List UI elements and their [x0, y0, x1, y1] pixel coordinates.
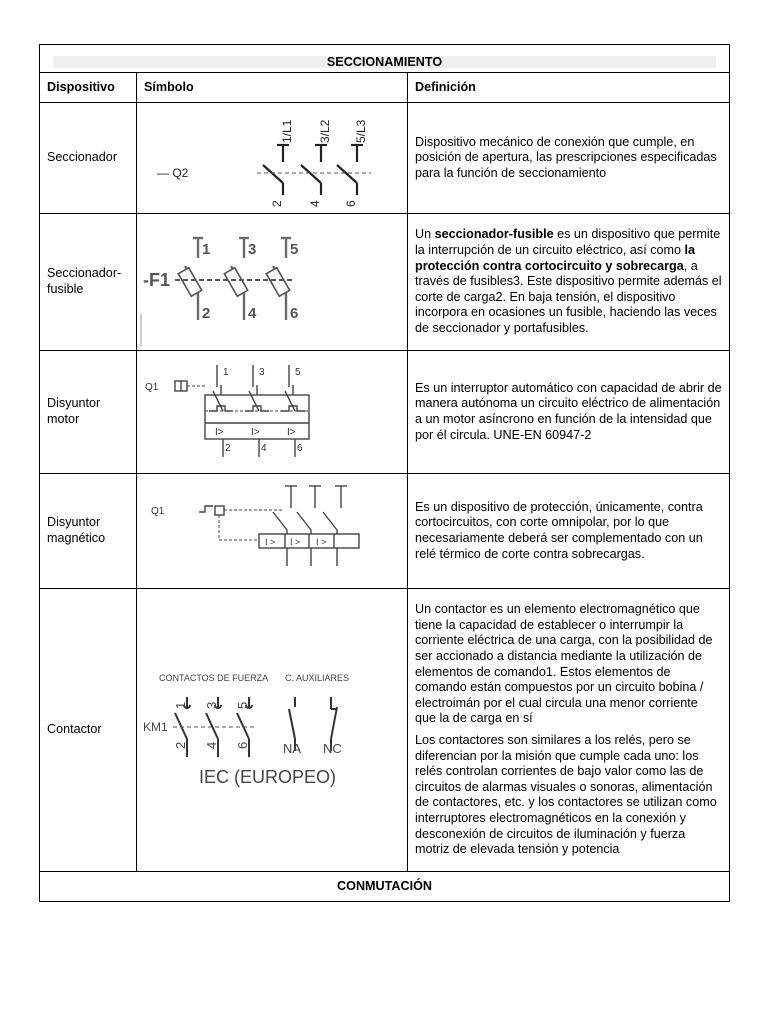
- symbol-cell: [137, 474, 408, 589]
- definition-bold-text: la protección contra cortocircuito y sobrecarga: [415, 243, 696, 273]
- contactor-terminal-label: 5: [235, 701, 250, 709]
- symbol-cell: [137, 103, 408, 214]
- table-row: [40, 351, 730, 474]
- device-definition: [408, 589, 730, 872]
- table-row: [40, 214, 730, 351]
- fusible-terminal-label: 6: [290, 305, 299, 322]
- header-definition: Definición: [408, 73, 730, 103]
- definition-text: Un: [415, 227, 435, 242]
- device-name: Seccionador: [40, 103, 137, 214]
- fusible-terminal-label: 4: [248, 305, 257, 322]
- motor-relay-label: I>: [215, 427, 224, 438]
- next-section-row: [40, 872, 730, 902]
- contactor-terminal-label: 4: [204, 741, 219, 749]
- contactor-na-label: NA: [283, 741, 302, 756]
- contactor-ref-label: KM1: [143, 720, 168, 734]
- definition-bold-text: seccionador-fusible: [434, 227, 554, 242]
- motor-relay-label: I>: [287, 427, 296, 438]
- motor-relay-label: I>: [251, 427, 260, 438]
- seccionador-ref-label: — Q2: [157, 166, 189, 180]
- motor-terminal-label: 6: [297, 443, 303, 454]
- contactor-caption: IEC (EUROPEO): [199, 767, 337, 787]
- seccionador-terminal-label: 6: [344, 200, 358, 207]
- device-name: Contactor: [40, 589, 137, 872]
- contactor-aux-label: C. AUXILIARES: [285, 673, 350, 683]
- header-symbol: Símbolo: [137, 73, 408, 103]
- seccionador-terminal-label: 4: [308, 200, 322, 207]
- seccionador-terminal-label: 5/L3: [354, 119, 368, 143]
- section-title: SECCIONAMIENTO: [53, 56, 716, 68]
- device-definition: Dispositivo mecánico de conexión que cumple, en posición de apertura, las prescripciones especificadas para la función de seccionamiento: [408, 103, 730, 214]
- motor-terminal-label: 5: [295, 367, 301, 378]
- seccionador-terminal-label: 2: [270, 200, 284, 207]
- symbol-cell: [137, 214, 408, 351]
- definition-paragraph: Un contactor es un elemento electromagnético que tiene la capacidad de establecer o interrumpir la corriente eléctrica de una carga, con la posibilidad de ser accionado a distancia mediante la utilización de elementos de comando1. Estos elementos de comando están compuestos por un circuito bobina / electroimán por el cual circula una menor corriente que la de carga en sí: [415, 602, 713, 726]
- contactor-terminal-label: 6: [235, 741, 250, 749]
- magnetico-relay-label: I >: [316, 537, 327, 547]
- fusible-terminal-label: 3: [248, 241, 257, 258]
- seccionador-terminal-label: 1/L1: [280, 119, 294, 143]
- magnetico-relay-label: I >: [265, 537, 276, 547]
- devices-table: [39, 44, 730, 902]
- definition-text: es un dispositivo que permite la interrupción de un circuito eléctrico, así como: [415, 227, 721, 258]
- disyuntor-motor-symbol: [137, 351, 408, 473]
- section-title-cell: [40, 45, 730, 73]
- header-row: [40, 73, 730, 103]
- device-definition: Es un dispositivo de protección, únicamente, contra cortocircuitos, con corte omnipolar, por lo que necesariamente deberá ser complementado con un relé térmico de corte contra sobrecargas.: [408, 474, 730, 589]
- motor-terminal-label: 4: [261, 443, 267, 454]
- symbol-cell: [137, 589, 408, 872]
- section-title-row: [40, 45, 730, 73]
- fusible-terminal-label: 1: [202, 241, 211, 258]
- header-device: Dispositivo: [40, 73, 137, 103]
- motor-terminal-label: 1: [223, 367, 229, 378]
- table-row: [40, 474, 730, 589]
- contactor-terminal-label: 1: [173, 701, 188, 709]
- contactor-terminal-label: 3: [204, 701, 219, 709]
- motor-terminal-label: 3: [259, 367, 265, 378]
- contactor-terminal-label: 2: [173, 741, 188, 749]
- disyuntor-magnetico-symbol: [137, 474, 408, 588]
- motor-ref-label: Q1: [145, 382, 159, 393]
- contactor-symbol: [137, 589, 408, 871]
- definition-text: , a través de fusibles3. Este dispositivo permite además el corte de carga2. En baja tensión, el dispositivo incorpora en ocasiones un fusible, haciendo las veces de seccionador y portafusibles.: [415, 258, 722, 335]
- fusible-terminal-label: 5: [290, 241, 299, 258]
- definition-paragraph: Los contactores son similares a los relés, pero se diferencian por la misión que cumple cada uno: los relés controlan corrientes de bajo valor como las de circuitos de alarmas visuales o sonoras, alimentación de contactores, etc. y los contactores se utilizan como interruptores electromagnéticos en la conexión y desconexión de circuitos de iluminación y fuerza motriz de elevada tensión y potencia: [415, 733, 717, 857]
- contactor-force-label: CONTACTOS DE FUERZA: [159, 673, 269, 683]
- contactor-nc-label: NC: [323, 741, 342, 756]
- table-row: [40, 103, 730, 214]
- fusible-ref-label: -F1: [143, 270, 170, 290]
- magnetico-relay-label: I >: [290, 537, 301, 547]
- motor-terminal-label: 2: [225, 443, 231, 454]
- table-row: [40, 589, 730, 872]
- fusible-terminal-label: 2: [202, 305, 211, 322]
- device-name: Disyuntor magnético: [40, 474, 137, 589]
- device-definition: Es un interruptor automático con capacidad de abrir de manera autónoma un circuito eléctrico de alimentación a un motor asíncrono en función de la intensidad que por él circula. UNE-EN 60947-2: [408, 351, 730, 474]
- seccionador-terminal-label: 3/L2: [318, 119, 332, 143]
- device-definition: [408, 214, 730, 351]
- magnetico-ref-label: Q1: [151, 506, 165, 517]
- seccionador-symbol: [137, 103, 408, 213]
- seccionador-fusible-symbol: [137, 214, 408, 350]
- device-name: Seccionador-fusible: [40, 214, 137, 351]
- next-section-title: CONMUTACIÓN: [40, 872, 730, 902]
- device-name: Disyuntor motor: [40, 351, 137, 474]
- symbol-cell: [137, 351, 408, 474]
